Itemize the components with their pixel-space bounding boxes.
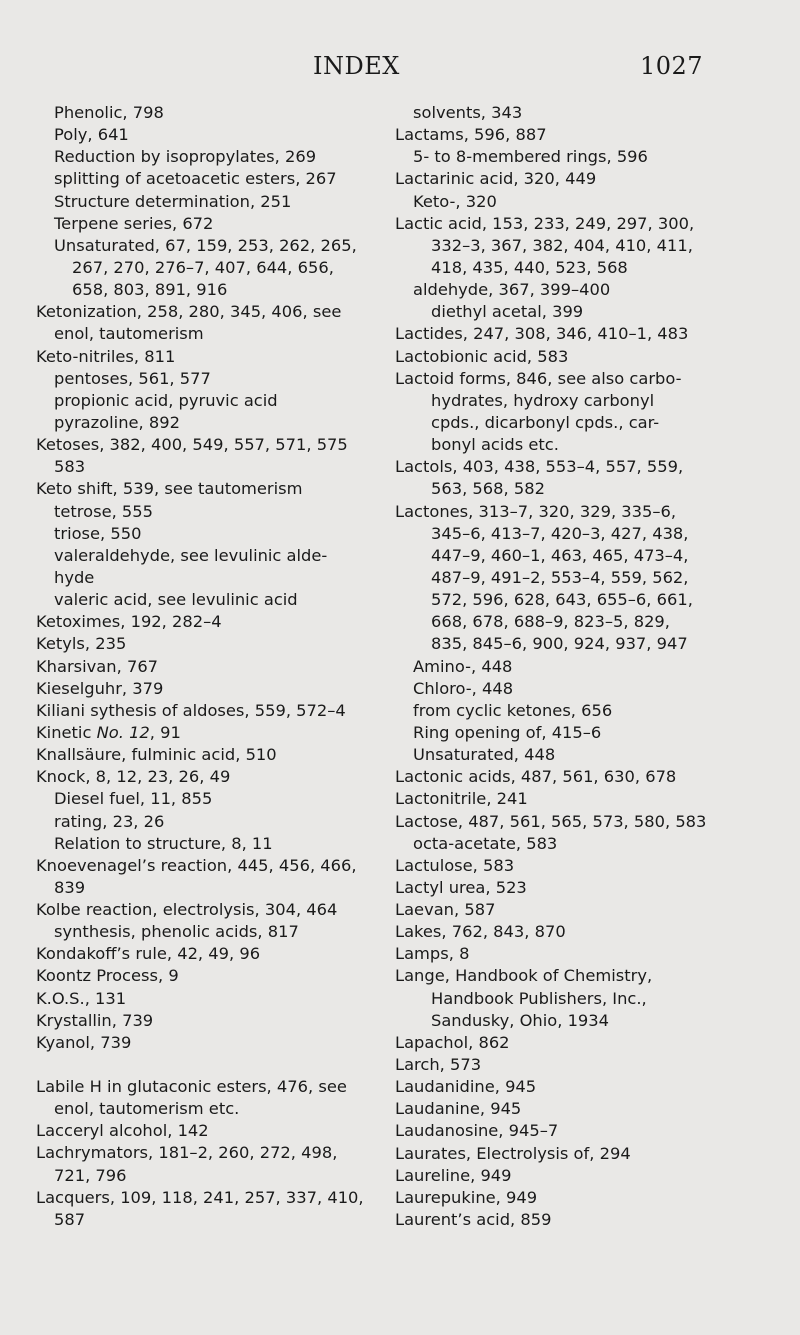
index-entry: Ring opening of, 415–6 [413,722,602,742]
index-entry: splitting of acetoacetic esters, 267 [54,169,337,189]
index-entry: Lactarinic acid, 320, 449 [395,169,597,189]
index-entry: Ketonization, 258, 280, 345, 406, see [36,302,342,322]
index-entry: Terpene series, 672 [54,213,214,233]
index-entry: aldehyde, 367, 399–400 [413,280,611,300]
index-entry: Structure determination, 251 [54,191,292,211]
index-entry: 332–3, 367, 382, 404, 410, 411, [431,235,693,255]
index-entry: Knock, 8, 12, 23, 26, 49 [36,767,231,787]
index-entry: K.O.S., 131 [36,988,127,1008]
index-entry: Kharsivan, 767 [36,656,159,676]
index-column-left [36,102,366,1231]
index-entry: Lactobionic acid, 583 [395,346,569,366]
index-entry: Lactyl urea, 523 [395,877,527,897]
index-entry: Ketoses, 382, 400, 549, 557, 571, 575 [36,435,348,455]
index-entry: octa-acetate, 583 [413,833,558,853]
index-entry: Diesel fuel, 11, 855 [54,789,213,809]
index-entry: valeraldehyde, see levulinic alde- [54,545,328,565]
index-entry: Keto-, 320 [413,191,497,211]
index-entry: Relation to structure, 8, 11 [54,833,273,853]
index-entry: Larch, 573 [395,1055,482,1075]
index-entry: Lactoid forms, 846, see also carbo- [395,368,682,388]
index-entry: valeric acid, see levulinic acid [54,590,298,610]
index-entry: Knallsäure, fulminic acid, 510 [36,745,277,765]
index-entry: Lapachol, 862 [395,1032,510,1052]
index-entry: hyde [54,567,95,587]
index-entry: Laureline, 949 [395,1165,512,1185]
index-entry: 668, 678, 688–9, 823–5, 829, [431,612,670,632]
index-entry: 587 [54,1209,86,1229]
index-entry: Kyanol, 739 [36,1032,132,1052]
index-entry: 835, 845–6, 900, 924, 937, 947 [431,634,688,654]
index-entry: enol, tautomerism etc. [54,1099,240,1119]
index-entry: Laurent’s acid, 859 [395,1210,552,1230]
index-entry: 658, 803, 891, 916 [72,280,228,300]
index-entry: Laudanosine, 945–7 [395,1121,559,1141]
index-entry: tetrose, 555 [54,501,154,521]
index-entry: Lactulose, 583 [395,855,515,875]
index-entry: Keto-nitriles, 811 [36,346,176,366]
index-entry: Koontz Process, 9 [36,966,179,986]
running-head-title: INDEX [313,52,400,80]
index-entry: Keto shift, 539, see tautomerism [36,479,303,499]
index-entry: 418, 435, 440, 523, 568 [431,257,628,277]
index-entry: Laudanine, 945 [395,1099,522,1119]
index-entry: Lactose, 487, 561, 565, 573, 580, 583 [395,811,707,831]
index-entry: Laudanidine, 945 [395,1077,537,1097]
index-entry: Chloro-, 448 [413,678,514,698]
index-entry: Lactams, 596, 887 [395,125,547,145]
index-entry: Lange, Handbook of Chemistry, [395,966,653,986]
index-entry: Sandusky, Ohio, 1934 [431,1010,610,1030]
index-entry: pyrazoline, 892 [54,412,180,432]
index-entry: Lamps, 8 [395,944,470,964]
index-entry: Labile H in glutaconic esters, 476, see [36,1077,347,1097]
index-entry: 487–9, 491–2, 553–4, 559, 562, [431,567,689,587]
index-entry: Kiliani sythesis of aldoses, 559, 572–4 [36,700,346,720]
index-entry: Laevan, 587 [395,900,496,920]
index-entry: Handbook Publishers, Inc., [431,988,647,1008]
index-entry: 447–9, 460–1, 463, 465, 473–4, [431,545,689,565]
index-entry: hydrates, hydroxy carbonyl [431,390,655,410]
index-entry: rating, 23, 26 [54,811,165,831]
index-entry: from cyclic ketones, 656 [413,700,613,720]
index-entry: Ketyls, 235 [36,634,127,654]
index-entry: 5- to 8-membered rings, 596 [413,147,648,167]
index-entry: Krystallin, 739 [36,1010,154,1030]
index-entry: Laurepukine, 949 [395,1187,538,1207]
index-entry: Lakes, 762, 843, 870 [395,922,566,942]
index-entry: synthesis, phenolic acids, 817 [54,922,299,942]
index-entry: Lachrymators, 181–2, 260, 272, 498, [36,1143,338,1163]
index-entry: 345–6, 413–7, 420–3, 427, 438, [431,523,689,543]
index-entry: Kondakoff’s rule, 42, 49, 96 [36,944,261,964]
index-entry: cpds., dicarbonyl cpds., car- [431,412,660,432]
index-entry: diethyl acetal, 399 [431,302,584,322]
index-entry: Kinetic No. 12, 91 [36,722,181,742]
index-entry: Lactols, 403, 438, 553–4, 557, 559, [395,457,684,477]
index-entry: Lactides, 247, 308, 346, 410–1, 483 [395,324,689,344]
index-entry: Reduction by isopropylates, 269 [54,147,317,167]
index-entry: Laurates, Electrolysis of, 294 [395,1143,631,1163]
index-entry: Amino-, 448 [413,656,513,676]
index-entry: Kolbe reaction, electrolysis, 304, 464 [36,900,338,920]
index-entry: triose, 550 [54,523,142,543]
index-entry: bonyl acids etc. [431,435,559,455]
index-entry: 563, 568, 582 [431,479,545,499]
index-entry: Unsaturated, 448 [413,745,556,765]
index-entry: 572, 596, 628, 643, 655–6, 661, [431,590,693,610]
index-entry: Lactonic acids, 487, 561, 630, 678 [395,767,677,787]
index-column-right [395,102,725,1231]
index-entry: Lacquers, 109, 118, 241, 257, 337, 410, [36,1187,364,1207]
index-entry: Knoevenagel’s reaction, 445, 456, 466, [36,855,357,875]
index-entry: enol, tautomerism [54,324,204,344]
index-entry: Ketoximes, 192, 282–4 [36,612,222,632]
index-entry: Lacceryl alcohol, 142 [36,1121,209,1141]
section-gap [36,1054,366,1076]
index-entry: propionic acid, pyruvic acid [54,390,278,410]
index-entry: Lactones, 313–7, 320, 329, 335–6, [395,501,677,521]
index-entry: Kieselguhr, 379 [36,678,164,698]
index-entry: 721, 796 [54,1165,127,1185]
page-number: 1027 [640,52,704,80]
index-entry: Phenolic, 798 [54,103,164,122]
running-head [0,52,800,86]
index-entry: pentoses, 561, 577 [54,368,211,388]
index-entry: 267, 270, 276–7, 407, 644, 656, [72,257,334,277]
index-entry: Poly, 641 [54,125,129,145]
index-entry: Lactonitrile, 241 [395,789,528,809]
entry-italic: No. 12 [96,722,150,742]
index-entry: 839 [54,877,86,897]
index-entry: 583 [54,457,86,477]
index-entry: Lactic acid, 153, 233, 249, 297, 300, [395,213,695,233]
index-entry: Unsaturated, 67, 159, 253, 262, 265, [54,235,357,255]
index-entry: solvents, 343 [413,103,523,122]
